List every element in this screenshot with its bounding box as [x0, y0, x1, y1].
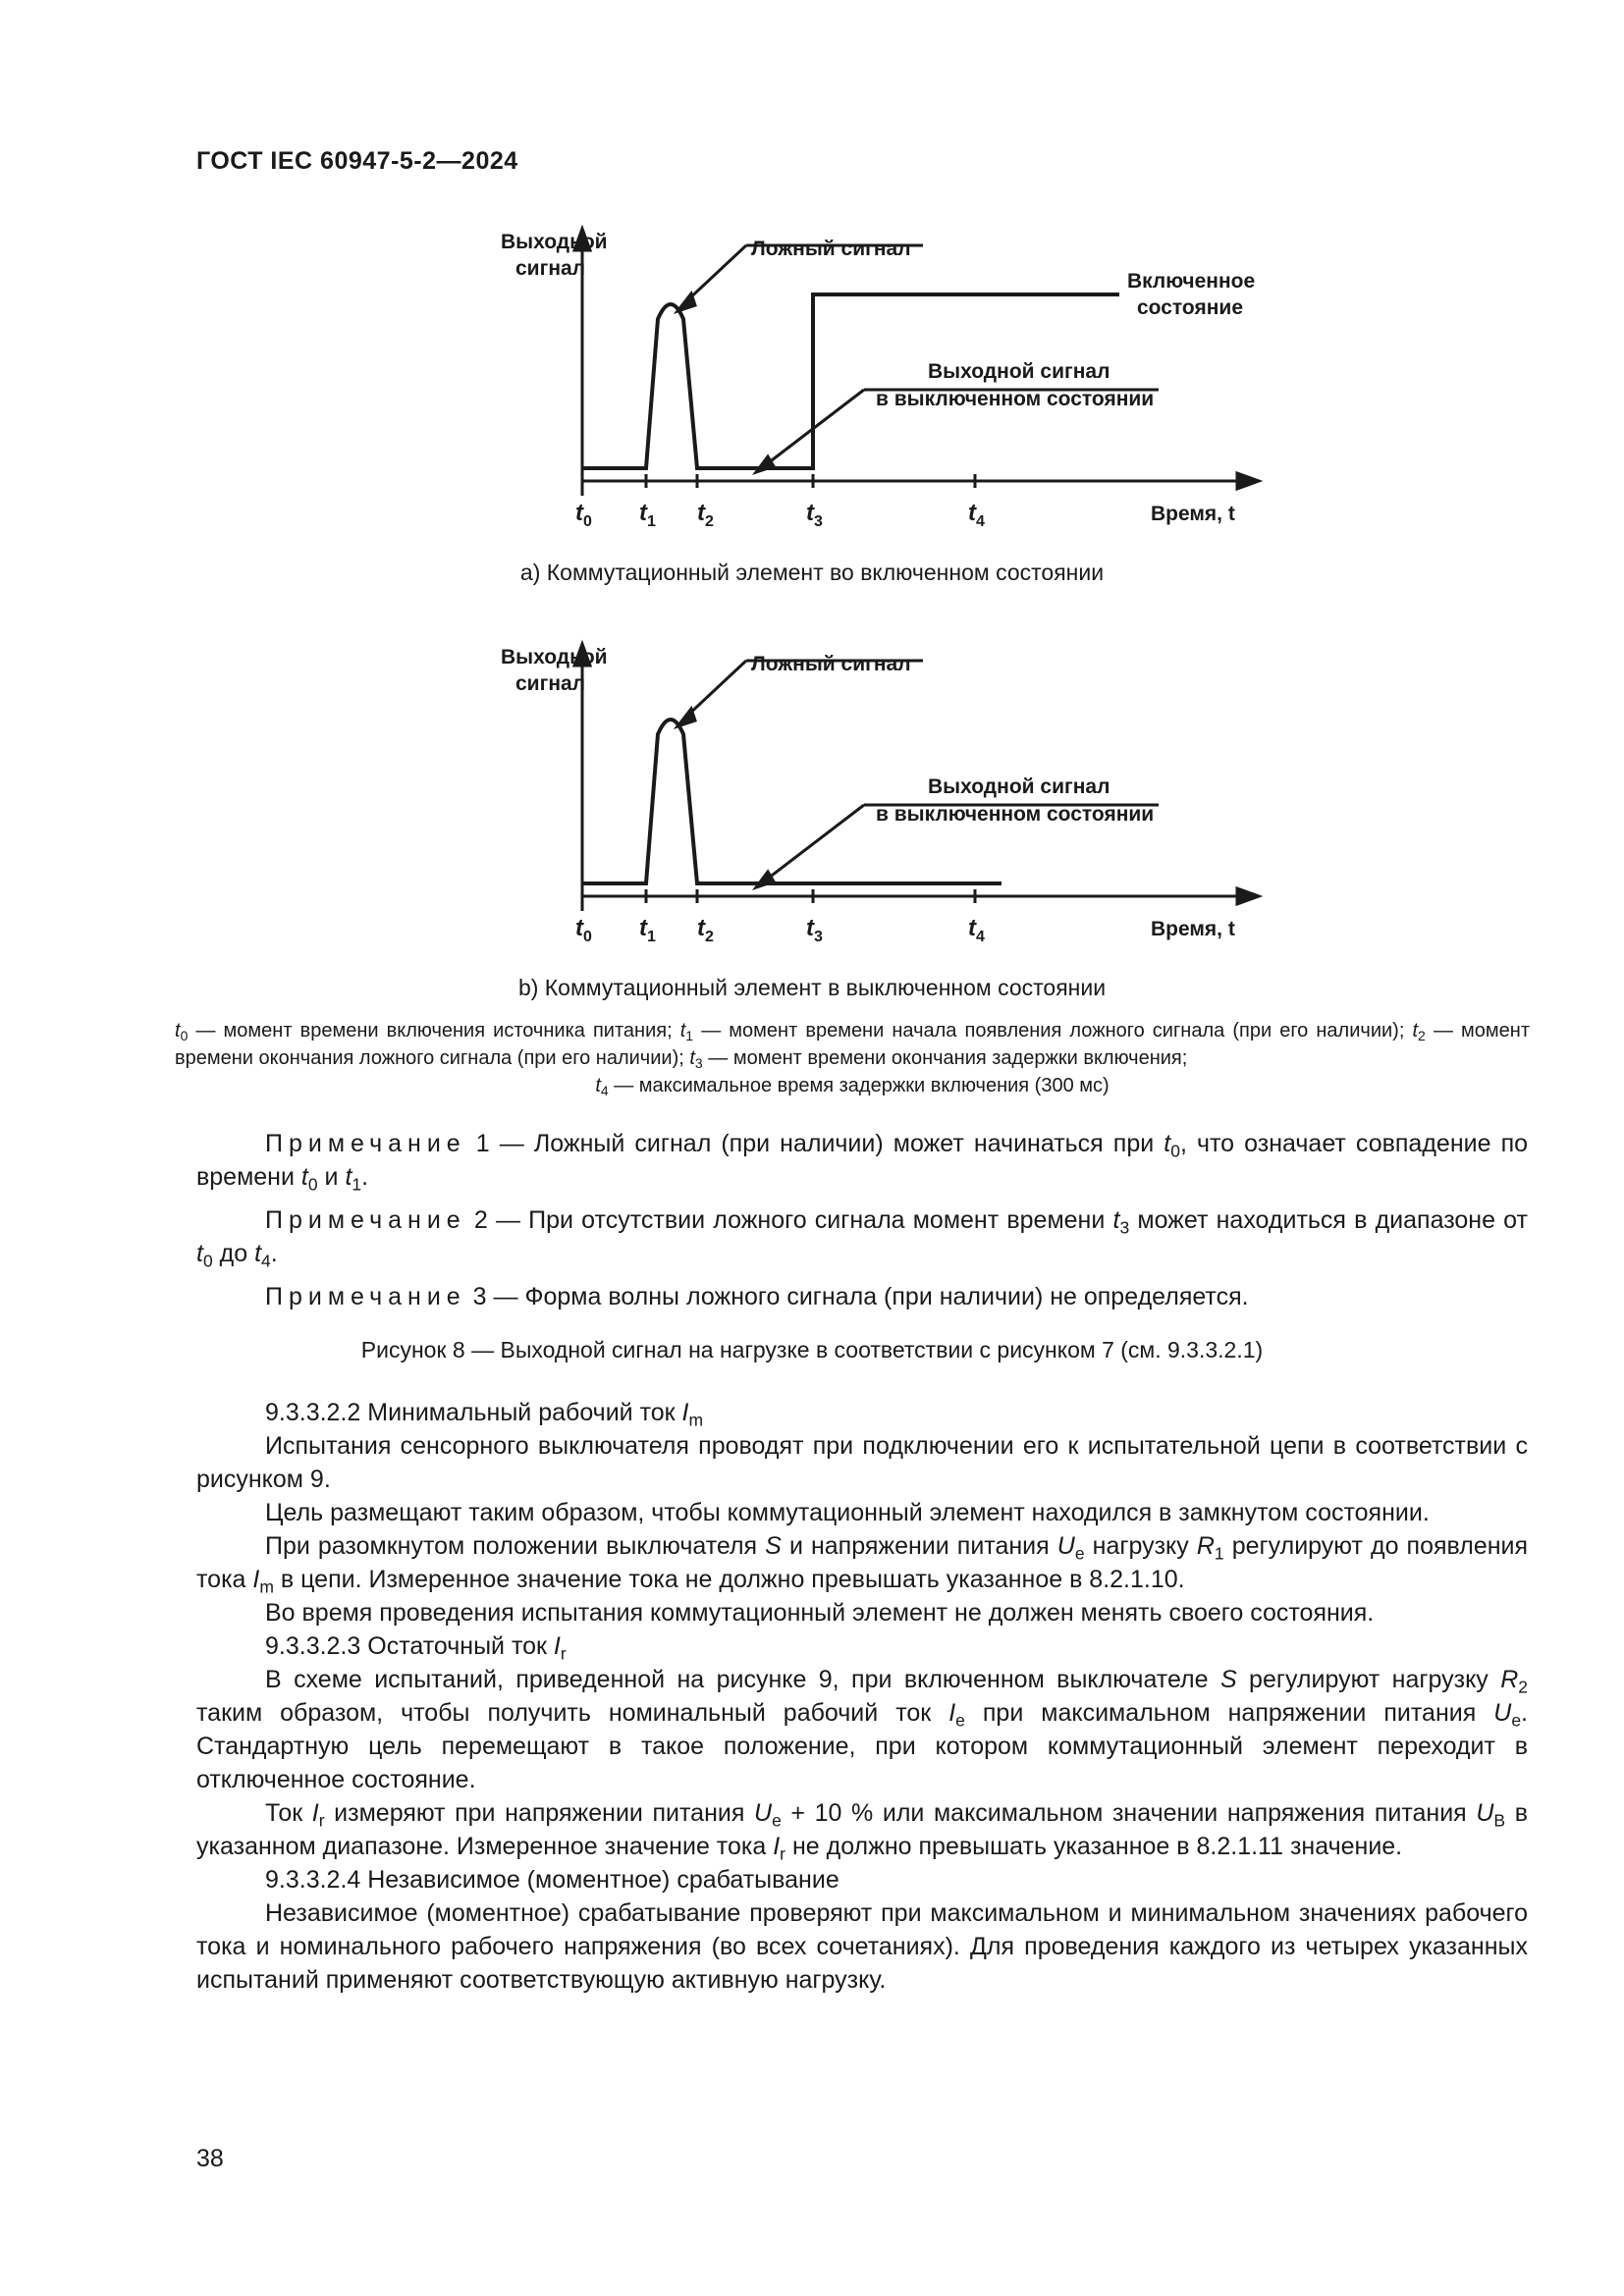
figure-legend: $t_0$ — момент времени включения источника питания; $t_1$ — момент времени начала появления ложного сигнала (при его наличии); $t_2$ — момент времени окончания ложного сигнала (при его наличии); $t_3$ — момент времени окончания задержки включения; $t_4$ — максимальное время задержки включения (300 мс)	[175, 1020, 1530, 1099]
section-9-3-3-2-2-heading: 9.3.3.2.2 Минимальный рабочий ток $I_m$	[265, 1399, 704, 1430]
tick-t3: $t_3$	[806, 915, 823, 945]
figure-b-chart	[0, 636, 1624, 1009]
y-label-2: сигнал	[515, 672, 586, 695]
tick-t1: $t_1$	[639, 500, 656, 530]
note-3: Примечание 3 — Форма волны ложного сигнала (при наличии) не определяется.	[265, 1283, 1249, 1310]
figure-8-caption: Рисунок 8 — Выходной сигнал на нагрузке в соответствии с рисунком 7 (см. 9.3.3.2.1)	[360, 1337, 1264, 1362]
document-header: ГОСТ IEC 60947-5-2—2024	[196, 147, 518, 175]
section-9-3-3-2-4-heading: 9.3.3.2.4 Независимое (моментное) срабатывание	[265, 1866, 839, 1894]
on-state-label-1: Включенное	[1127, 270, 1256, 293]
paragraph: Во время проведения испытания коммутационный элемент не должен менять своего состояния.	[265, 1599, 1375, 1627]
tick-t1: $t_1$	[639, 915, 656, 945]
tick-t2: $t_2$	[697, 915, 714, 945]
figure-a-caption: а) Коммутационный элемент во включенном состоянии	[519, 560, 1105, 585]
x-axis-label: Время, t	[1151, 503, 1235, 525]
note-1: Примечание 1 — Ложный сигнал (при наличии) может начинаться при $t_0$, что означает совпадение по времени $t_0$ и $t_1$.	[196, 1130, 1529, 1195]
tick-t3: $t_3$	[806, 500, 823, 530]
note-2: Примечание 2 — При отсутствии ложного сигнала момент времени $t_3$ может находиться в диапазоне от $t_0$ до $t_4$.	[196, 1206, 1528, 1271]
paragraph: При разомкнутом положении выключателя S и напряжении питания $U_e$ нагрузку $R_1$ регулируют до появления тока $I_m$ в цепи. Измеренное значение тока не должно превышать указанное в 8.2.1.10.	[196, 1532, 1529, 1597]
figure-a-chart	[0, 221, 1624, 594]
on-state-label-2: состояние	[1137, 296, 1243, 319]
leader-false-signal-diag	[685, 245, 746, 302]
tick-t0: $t_0$	[575, 500, 592, 530]
off-signal-label-1: Выходной сигнал	[928, 775, 1110, 798]
off-signal-label-2: в выключенном состоянии	[876, 803, 1155, 826]
section-9-3-3-2-3-heading: 9.3.3.2.3 Остаточный ток $I_r$	[265, 1632, 567, 1664]
paragraph: Испытания сенсорного выключателя проводят при подключении его к испытательной цепи в соответствии с рисунком 9.	[196, 1432, 1528, 1493]
paragraph: Ток $I_r$ измеряют при напряжении питания $U_e + 10$ % или максимальном значении напряжения питания $U_B$ в указанном диапазоне. Измеренное значение тока $I_r$ не должно превышать указанное в 8.2.1.11 значение.	[196, 1799, 1528, 1864]
notes-block	[196, 1127, 1528, 1313]
y-label-2: сигнал	[515, 257, 586, 280]
tick-t2: $t_2$	[697, 500, 714, 530]
tick-t0: $t_0$	[575, 915, 592, 945]
tick-t4: $t_4$	[968, 915, 985, 945]
off-signal-label-2: в выключенном состоянии	[876, 388, 1155, 410]
y-label-1: Выходной	[501, 646, 608, 668]
y-label-1: Выходной	[501, 231, 608, 253]
false-signal-label: Ложный сигнал	[751, 653, 911, 675]
x-axis-arrow	[1237, 473, 1259, 489]
off-signal-label-1: Выходной сигнал	[928, 360, 1110, 383]
figure-b-caption: b) Коммутационный элемент в выключенном состоянии	[517, 975, 1107, 1000]
false-signal-label: Ложный сигнал	[751, 238, 911, 260]
tick-t4: $t_4$	[968, 500, 985, 530]
paragraph: Цель размещают таким образом, чтобы коммутационный элемент находился в замкнутом состоянии.	[265, 1499, 1430, 1526]
body-text	[196, 1396, 1528, 1997]
paragraph: Независимое (моментное) срабатывание проверяют при максимальном и минимальном значениях рабочего тока и номинального рабочего напряжения (во всех сочетаниях). Для проведения каждого из четырех указанных испытаний применяют соответствующую активную нагрузку.	[196, 1899, 1528, 1994]
x-axis-label: Время, t	[1151, 918, 1235, 940]
page-number: 38	[196, 2145, 224, 2172]
paragraph: В схеме испытаний, приведенной на рисунке 9, при включенном выключателе S регулируют нагрузку $R_2$ таким образом, чтобы получить номинальный рабочий ток $I_e$ при максимальном напряжении питания $U_e$. Стандартную цель перемещают в такое положение, при котором коммутационный элемент переходит в отключенное состояние.	[196, 1666, 1528, 1793]
